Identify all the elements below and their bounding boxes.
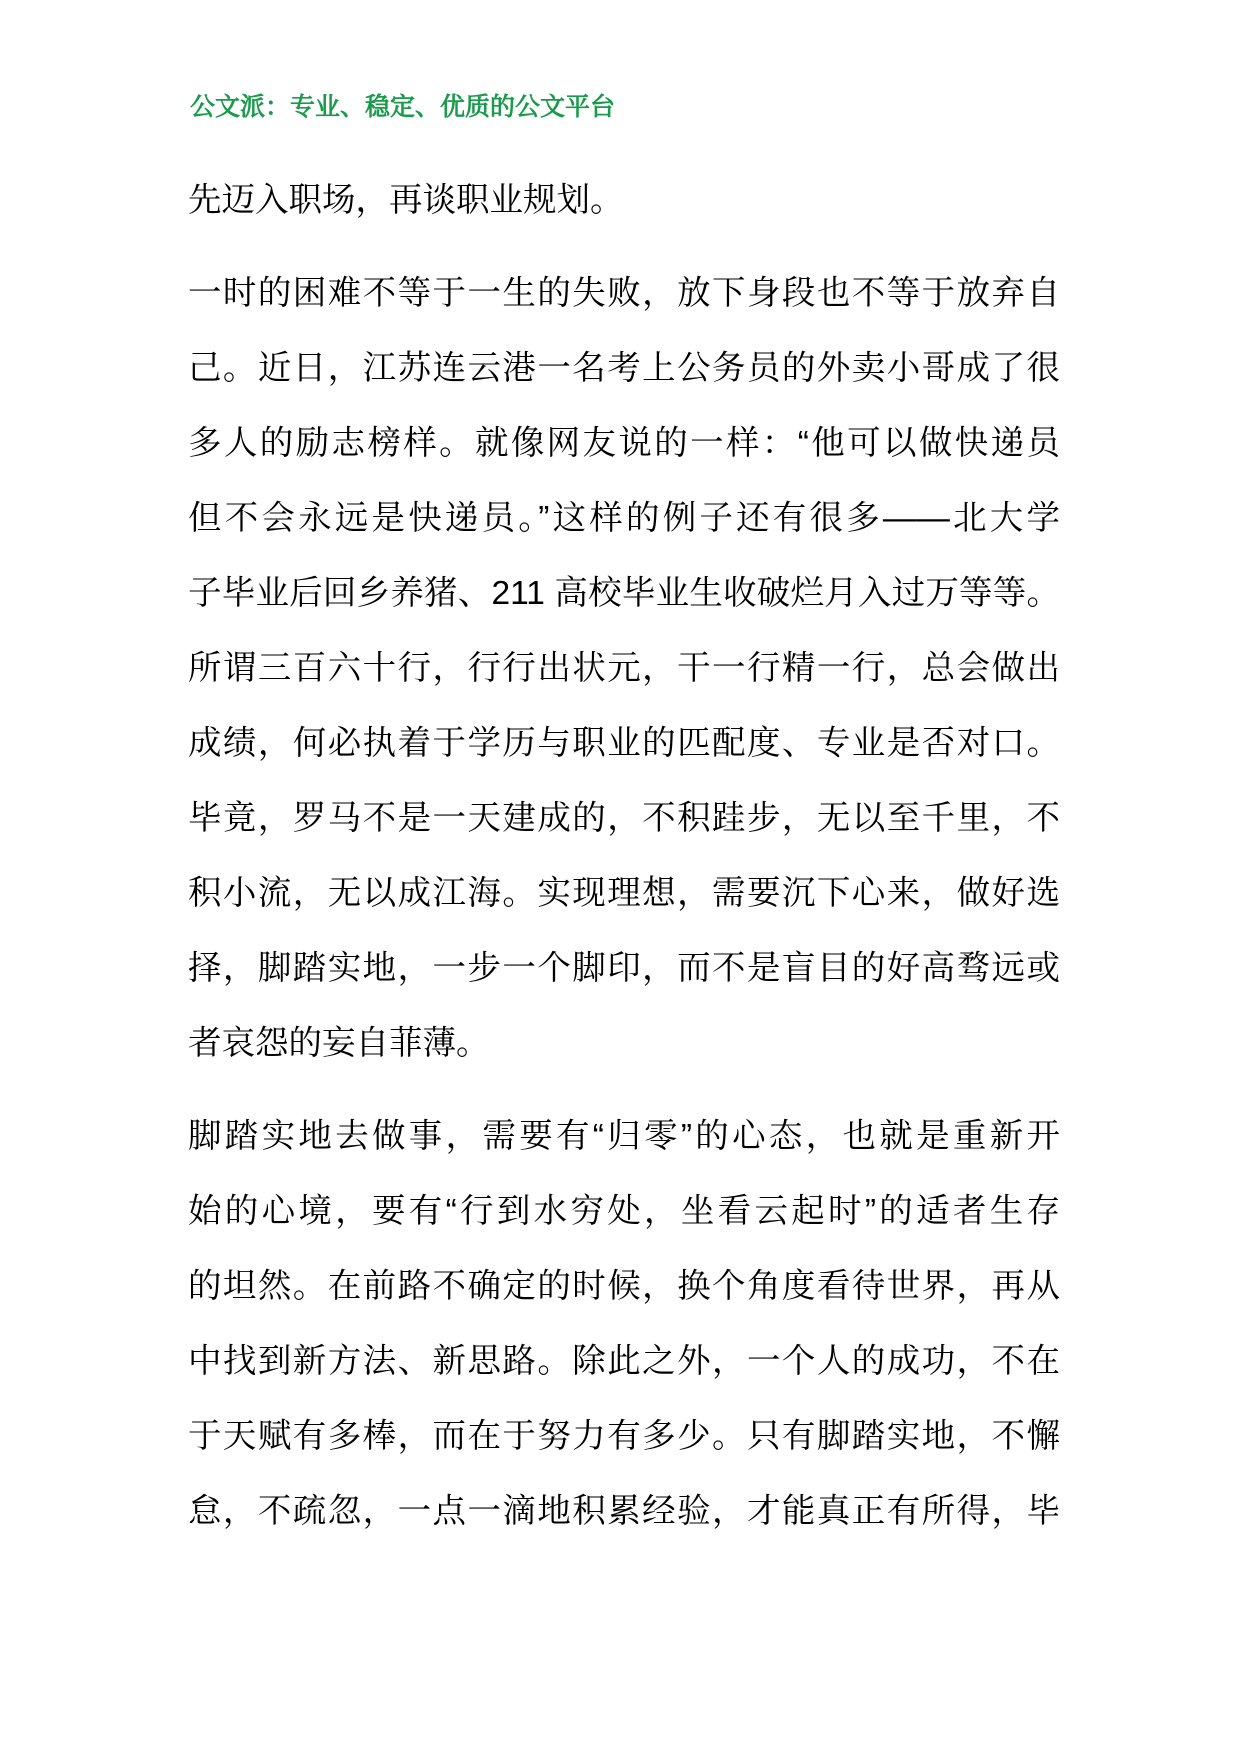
text-line: 中找到新方法、新思路。除此之外，一个人的成功，不在 xyxy=(188,1343,1060,1380)
text-line: 多人的励志榜样。就像网友说的一样：“他可以做快递员 xyxy=(188,425,1060,462)
text-line: 始的心境，要有“行到水穷处，坐看云起时”的适者生存 xyxy=(188,1193,1060,1230)
document-header: 公文派：专业、稳定、优质的公文平台 xyxy=(190,93,616,121)
text-line: 的坦然。在前路不确定的时候，换个角度看待世界，再从 xyxy=(188,1268,1060,1305)
paragraph-1 xyxy=(188,163,1060,238)
text-line: 子毕业后回乡养猪、211 高校毕业生收破烂月入过万等等。 xyxy=(188,575,1060,612)
text-line: 一时的困难不等于一生的失败，放下身段也不等于放弃自 xyxy=(188,275,1060,312)
text-line: 成绩，何必执着于学历与职业的匹配度、专业是否对口。 xyxy=(188,725,1060,762)
text-line: 者哀怨的妄自菲薄。 xyxy=(188,1025,490,1062)
text-line: 但不会永远是快递员。”这样的例子还有很多——北大学 xyxy=(188,500,1060,537)
text-line: 所谓三百六十行，行行出状元，干一行精一行，总会做出 xyxy=(188,650,1060,687)
text-line: 毕竟，罗马不是一天建成的，不积跬步，无以至千里，不 xyxy=(188,800,1060,837)
paragraph-3 xyxy=(188,1099,1060,1549)
text-line: 择，脚踏实地，一步一个脚印，而不是盲目的好高骛远或 xyxy=(188,950,1060,987)
text-line: 怠，不疏忽，一点一滴地积累经验，才能真正有所得，毕 xyxy=(188,1493,1060,1530)
text-line: 于天赋有多棒，而在于努力有多少。只有脚踏实地，不懈 xyxy=(188,1418,1060,1455)
text-line: 先迈入职场，再谈职业规划。 xyxy=(188,182,624,219)
text-line: 己。近日，江苏连云港一名考上公务员的外卖小哥成了很 xyxy=(188,350,1060,387)
document-body xyxy=(188,163,1060,1567)
text-line: 积小流，无以成江海。实现理想，需要沉下心来，做好选 xyxy=(188,875,1060,912)
text-line: 脚踏实地去做事，需要有“归零”的心态，也就是重新开 xyxy=(188,1118,1060,1155)
paragraph-2 xyxy=(188,256,1060,1081)
